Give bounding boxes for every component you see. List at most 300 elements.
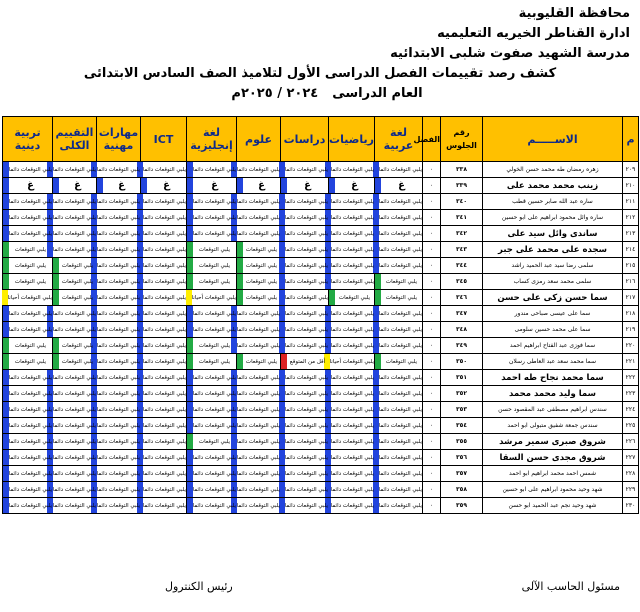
grade-label: يلبي التوقعات دائما [52,326,96,333]
grade-label: يلبي التوقعات دائما [284,502,328,509]
grade-cell [375,338,423,354]
table-row [3,466,639,482]
grade-cell [53,466,97,482]
grade-label: يلبي التوقعات دائما [142,438,186,445]
grade-marker [3,434,9,449]
grade-label: يلبي التوقعات [14,342,47,349]
grade-marker [3,322,9,337]
grade-cell [97,418,141,434]
grade-label: يلبي التوقعات دائما [330,438,374,445]
grade-cell [187,338,237,354]
grade-cell [187,258,237,274]
grade-cell [53,498,97,514]
grade-marker [53,290,59,305]
student-name: سما فوزى عبد الفتاح ابراهيم احمد [483,338,623,354]
grade-label: يلبي التوقعات دائما [236,502,280,509]
grade-cell [281,466,329,482]
grade-cell [237,354,281,370]
grade-cell [141,402,187,418]
grade-label: يلبي التوقعات [198,278,231,285]
grade-label: يلبي التوقعات دائما [96,422,140,429]
class-number: ٠ [423,434,441,450]
grade-label: يلبي التوقعات دائما [8,502,52,509]
grade-label: يلبي التوقعات دائما [96,502,140,509]
grade-marker [187,194,193,209]
grade-cell [281,194,329,210]
seat-number: ٣٤٧ [441,306,483,322]
grade-label: يلبي التوقعات دائما [236,326,280,333]
grade-marker [141,178,147,193]
grade-cell [53,386,97,402]
grade-marker [281,178,287,193]
grade-cell [141,322,187,338]
grade-label: يلبي التوقعات أحيانا [329,358,374,365]
grade-label: يلبي التوقعات دائما [8,486,52,493]
grade-label: يلبي التوقعات دائما [378,214,422,221]
student-name: ساره وائل محمود ابراهيم على ابو حسين [483,210,623,226]
col-science: علوم [237,117,281,162]
class-number: ٠ [423,450,441,466]
grade-marker [3,466,9,481]
grade-cell [329,418,375,434]
grade-label: يلبي التوقعات دائما [192,198,236,205]
grade-label: يلبي التوقعات دائما [192,166,236,173]
row-number: ٢١٨ [623,306,639,322]
grade-label: يلبي التوقعات دائما [192,406,236,413]
grade-cell [329,386,375,402]
grade-cell [281,290,329,306]
grade-label: يلبي التوقعات دائما [284,214,328,221]
grade-marker [329,290,335,305]
grade-marker [3,162,9,177]
grade-cell [187,162,237,178]
grade-cell [187,178,237,194]
class-number: ٠ [423,402,441,418]
grade-cell [141,258,187,274]
grade-label: يلبي التوقعات [14,246,47,253]
grade-cell [53,226,97,242]
grade-cell [375,242,423,258]
grade-label: يلبي التوقعات [61,358,94,365]
grade-label: يلبي التوقعات دائما [236,422,280,429]
student-name: شروق مجدى حسن السقا [483,450,623,466]
grade-cell [53,482,97,498]
administration-line: ادارة القناطر الخيريه التعليميه [437,26,630,41]
table-row [3,258,639,274]
grade-cell [3,370,53,386]
grade-label: يلبي التوقعات دائما [52,422,96,429]
student-name: شهد وحيد محمود ابراهيم على ابو حسين [483,482,623,498]
row-number: ٢١٣ [623,226,639,242]
grade-marker [3,242,9,257]
grade-label: يلبي التوقعات دائما [96,230,140,237]
grade-marker [3,194,9,209]
grade-label: يلبي التوقعات [198,438,231,445]
grade-label: يلبي التوقعات دائما [330,502,374,509]
class-number: ٠ [423,162,441,178]
grade-label: يلبي التوقعات دائما [142,294,186,301]
grade-cell [187,322,237,338]
grade-cell [97,322,141,338]
student-name: شهد وحيد نجم عبد الحميد ابو حسن [483,498,623,514]
seat-number: ٣٤٢ [441,226,483,242]
seat-number: ٣٤٣ [441,242,483,258]
row-number: ٢٣٠ [623,498,639,514]
class-number: ٠ [423,482,441,498]
grade-label: يلبي التوقعات دائما [142,486,186,493]
class-number: ٠ [423,274,441,290]
class-number: ٠ [423,306,441,322]
table-row [3,274,639,290]
grade-cell [237,242,281,258]
grade-cell [3,322,53,338]
grade-cell [53,242,97,258]
grade-label: يلبي التوقعات دائما [192,470,236,477]
grade-marker [187,210,193,225]
grade-label: يلبي التوقعات [245,358,278,365]
grade-marker [237,354,243,369]
seat-number: ٣٤٠ [441,194,483,210]
grade-label: يلبي التوقعات دائما [142,246,186,253]
grade-label: يلبي التوقعات [61,342,94,349]
grade-cell [97,178,141,194]
class-number: ٠ [423,498,441,514]
seat-number: ٣٤٩ [441,338,483,354]
grade-label: يلبي التوقعات دائما [330,278,374,285]
grade-marker [187,306,193,321]
grade-marker [53,354,59,369]
grade-marker [375,178,381,193]
grade-marker [53,178,59,193]
grade-cell [3,338,53,354]
grade-label: يلبي التوقعات دائما [284,230,328,237]
grade-label: يلبي التوقعات دائما [8,470,52,477]
grade-marker [187,322,193,337]
student-name: شمس احمد محمد ابراهيم ابو احمد [483,466,623,482]
grade-cell [237,274,281,290]
seat-number: ٣٥٩ [441,498,483,514]
col-skills: مهارات مهنية [97,117,141,162]
grade-cell [3,418,53,434]
class-number: ٠ [423,354,441,370]
grade-label: يلبي التوقعات دائما [378,230,422,237]
row-number: ٢١٠ [623,178,639,194]
grade-label: يلبي التوقعات دائما [52,486,96,493]
grade-label: يلبي التوقعات [245,294,278,301]
grade-label: يلبي التوقعات دائما [378,502,422,509]
grade-cell [141,210,187,226]
grade-label: يلبي التوقعات [198,246,231,253]
grade-cell [329,402,375,418]
grade-label: يلبي التوقعات دائما [8,326,52,333]
grade-marker [53,274,59,289]
grade-marker [187,242,193,257]
grade-label: يلبي التوقعات دائما [96,438,140,445]
grade-cell [375,258,423,274]
grade-label: يلبي التوقعات دائما [284,454,328,461]
student-name: سجده على محمد على جبر [483,242,623,258]
table-row [3,370,639,386]
grade-cell [281,354,329,370]
grade-label: يلبي التوقعات دائما [378,310,422,317]
grade-label: يلبي التوقعات [198,342,231,349]
grade-marker [187,434,193,449]
col-name: الاســـــم [483,117,623,162]
grade-label: يلبي التوقعات أحيانا [7,294,52,301]
grade-cell [375,354,423,370]
grade-label: يلبي التوقعات دائما [142,166,186,173]
grade-cell [281,322,329,338]
grade-label: يلبي التوقعات دائما [8,310,52,317]
grade-cell [53,290,97,306]
class-number: ٠ [423,338,441,354]
control-head-label: رئيس الكنترول [165,580,233,593]
grade-label: يلبي التوقعات [198,262,231,269]
grade-label: يلبي التوقعات دائما [96,374,140,381]
grade-label: يلبي التوقعات [14,278,47,285]
grade-marker [187,162,193,177]
grade-cell [97,162,141,178]
grade-cell [187,306,237,322]
grade-label: يلبي التوقعات دائما [284,246,328,253]
grade-label: يلبي التوقعات دائما [8,390,52,397]
grade-cell [3,306,53,322]
grade-cell [187,498,237,514]
grade-cell [97,274,141,290]
grade-cell [141,498,187,514]
grade-cell [237,466,281,482]
grade-cell [97,210,141,226]
grade-cell [237,450,281,466]
grade-marker [3,210,9,225]
grade-label: يلبي التوقعات دائما [96,278,140,285]
grade-label: غ [118,180,125,191]
grade-cell [187,194,237,210]
grade-cell [281,242,329,258]
grade-label: يلبي التوقعات دائما [284,406,328,413]
grade-label: يلبي التوقعات [385,278,418,285]
seat-number: ٣٥٧ [441,466,483,482]
grade-label: يلبي التوقعات دائما [284,422,328,429]
student-name: ساندى وائل سيد على [483,226,623,242]
grade-label: يلبي التوقعات دائما [52,230,96,237]
grade-label: يلبي التوقعات دائما [142,502,186,509]
grade-label: يلبي التوقعات دائما [236,374,280,381]
col-arabic: لغة عربية [375,117,423,162]
year-label: العام الدراسى [332,86,423,101]
grade-cell [329,194,375,210]
grade-cell [281,306,329,322]
grade-cell [141,274,187,290]
grade-marker [3,450,9,465]
grade-cell [141,386,187,402]
grade-cell [187,434,237,450]
grade-label: يلبي التوقعات دائما [52,470,96,477]
grade-cell [97,402,141,418]
grade-cell [53,194,97,210]
grade-label: يلبي التوقعات دائما [330,230,374,237]
grade-cell [281,386,329,402]
grade-marker [3,274,9,289]
grade-label: يلبي التوقعات [245,246,278,253]
grade-label: غ [398,180,405,191]
table-row [3,194,639,210]
table-row [3,306,639,322]
grade-label: غ [211,180,218,191]
grade-label: يلبي التوقعات دائما [142,374,186,381]
grade-label: يلبي التوقعات دائما [142,470,186,477]
grade-label: يلبي التوقعات دائما [284,342,328,349]
grade-marker [187,338,193,353]
grade-cell [3,354,53,370]
row-number: ٢١١ [623,194,639,210]
grade-label: يلبي التوقعات دائما [52,374,96,381]
grade-label: يلبي التوقعات دائما [330,470,374,477]
grade-cell [329,274,375,290]
grade-label: يلبي التوقعات دائما [330,326,374,333]
grade-cell [281,226,329,242]
grade-cell [141,226,187,242]
grade-label: يلبي التوقعات دائما [52,390,96,397]
grade-cell [375,162,423,178]
grade-label: يلبي التوقعات دائما [192,502,236,509]
student-name: ساره عبد الله صابر حسين قطب [483,194,623,210]
grades-table [2,116,639,514]
grade-cell [329,482,375,498]
grade-cell [3,162,53,178]
col-english: لغة إنجليزية [187,117,237,162]
grade-cell [187,274,237,290]
grade-label: يلبي التوقعات دائما [236,166,280,173]
class-number: ٠ [423,370,441,386]
grade-cell [187,210,237,226]
grade-cell [329,338,375,354]
grade-label: يلبي التوقعات دائما [96,294,140,301]
grade-cell [237,210,281,226]
seat-number: ٣٥٣ [441,402,483,418]
grade-label: يلبي التوقعات دائما [96,262,140,269]
grade-cell [3,450,53,466]
grade-label: يلبي التوقعات دائما [8,166,52,173]
grade-label: يلبي التوقعات دائما [330,454,374,461]
grade-cell [237,434,281,450]
grade-cell [3,482,53,498]
row-number: ٢١٥ [623,258,639,274]
grade-label: يلبي التوقعات دائما [378,422,422,429]
grade-cell [329,434,375,450]
grade-cell [281,434,329,450]
grade-label: يلبي التوقعات دائما [142,278,186,285]
grade-label: يلبي التوقعات دائما [192,422,236,429]
row-number: ٢٢٤ [623,402,639,418]
grade-cell [3,402,53,418]
grade-marker [53,258,59,273]
grade-label: يلبي التوقعات دائما [142,326,186,333]
grade-cell [141,162,187,178]
grade-marker [97,178,103,193]
grade-label: يلبي التوقعات أحيانا [191,294,236,301]
grade-cell [237,418,281,434]
grade-label: يلبي التوقعات دائما [284,166,328,173]
grade-cell [3,274,53,290]
grade-cell [53,434,97,450]
grade-label: غ [74,180,81,191]
grade-marker [3,498,9,513]
grade-label: يلبي التوقعات دائما [8,374,52,381]
grade-cell [329,354,375,370]
grade-cell [97,450,141,466]
grade-marker [3,178,9,193]
grade-cell [237,402,281,418]
grade-label: يلبي التوقعات دائما [378,198,422,205]
grade-cell [329,450,375,466]
grade-cell [375,178,423,194]
grade-cell [97,242,141,258]
grade-label: يلبي التوقعات دائما [236,342,280,349]
seat-number: ٣٤٦ [441,290,483,306]
grade-label: يلبي التوقعات دائما [284,326,328,333]
grade-label: يلبي التوقعات دائما [378,486,422,493]
table-row [3,290,639,306]
seat-number: ٣٥٤ [441,418,483,434]
grade-cell [281,162,329,178]
grade-label: أقل من المتوقع [289,358,326,365]
student-name: سلمى محمد سعد رمزى كساب [483,274,623,290]
grade-cell [3,258,53,274]
grade-label: يلبي التوقعات دائما [52,166,96,173]
grade-cell [3,466,53,482]
grade-label: يلبي التوقعات دائما [8,422,52,429]
col-class: الفصل [423,117,441,162]
grade-cell [281,498,329,514]
row-number: ٢٢٣ [623,386,639,402]
table-row [3,338,639,354]
grade-marker [237,274,243,289]
grade-cell [375,210,423,226]
grade-label: يلبي التوقعات دائما [192,310,236,317]
grade-label: يلبي التوقعات دائما [142,342,186,349]
row-number: ٢٢٦ [623,434,639,450]
grade-cell [53,418,97,434]
student-name: سما وليد محمد محمد [483,386,623,402]
grade-cell [187,226,237,242]
row-number: ٢٢٢ [623,370,639,386]
grade-cell [281,210,329,226]
grade-label: غ [304,180,311,191]
grade-cell [141,306,187,322]
grade-cell [141,466,187,482]
grade-cell [329,162,375,178]
student-name: سما على عيسى صباحى مندور [483,306,623,322]
grade-marker [187,386,193,401]
class-number: ٠ [423,466,441,482]
student-name: سندس ابراهيم مصطفى عبد المقصود حسن [483,402,623,418]
grade-label: يلبي التوقعات دائما [96,358,140,365]
grade-cell [375,306,423,322]
grade-label: يلبي التوقعات [385,294,418,301]
grade-cell [53,306,97,322]
grade-label: يلبي التوقعات دائما [378,374,422,381]
grade-label: يلبي التوقعات دائما [142,310,186,317]
grade-label: يلبي التوقعات دائما [330,214,374,221]
table-header-row [3,117,639,162]
grade-label: يلبي التوقعات [245,262,278,269]
table-row [3,434,639,450]
grade-cell [237,194,281,210]
grade-label: يلبي التوقعات دائما [378,342,422,349]
grade-marker [53,338,59,353]
grade-label: يلبي التوقعات [245,278,278,285]
